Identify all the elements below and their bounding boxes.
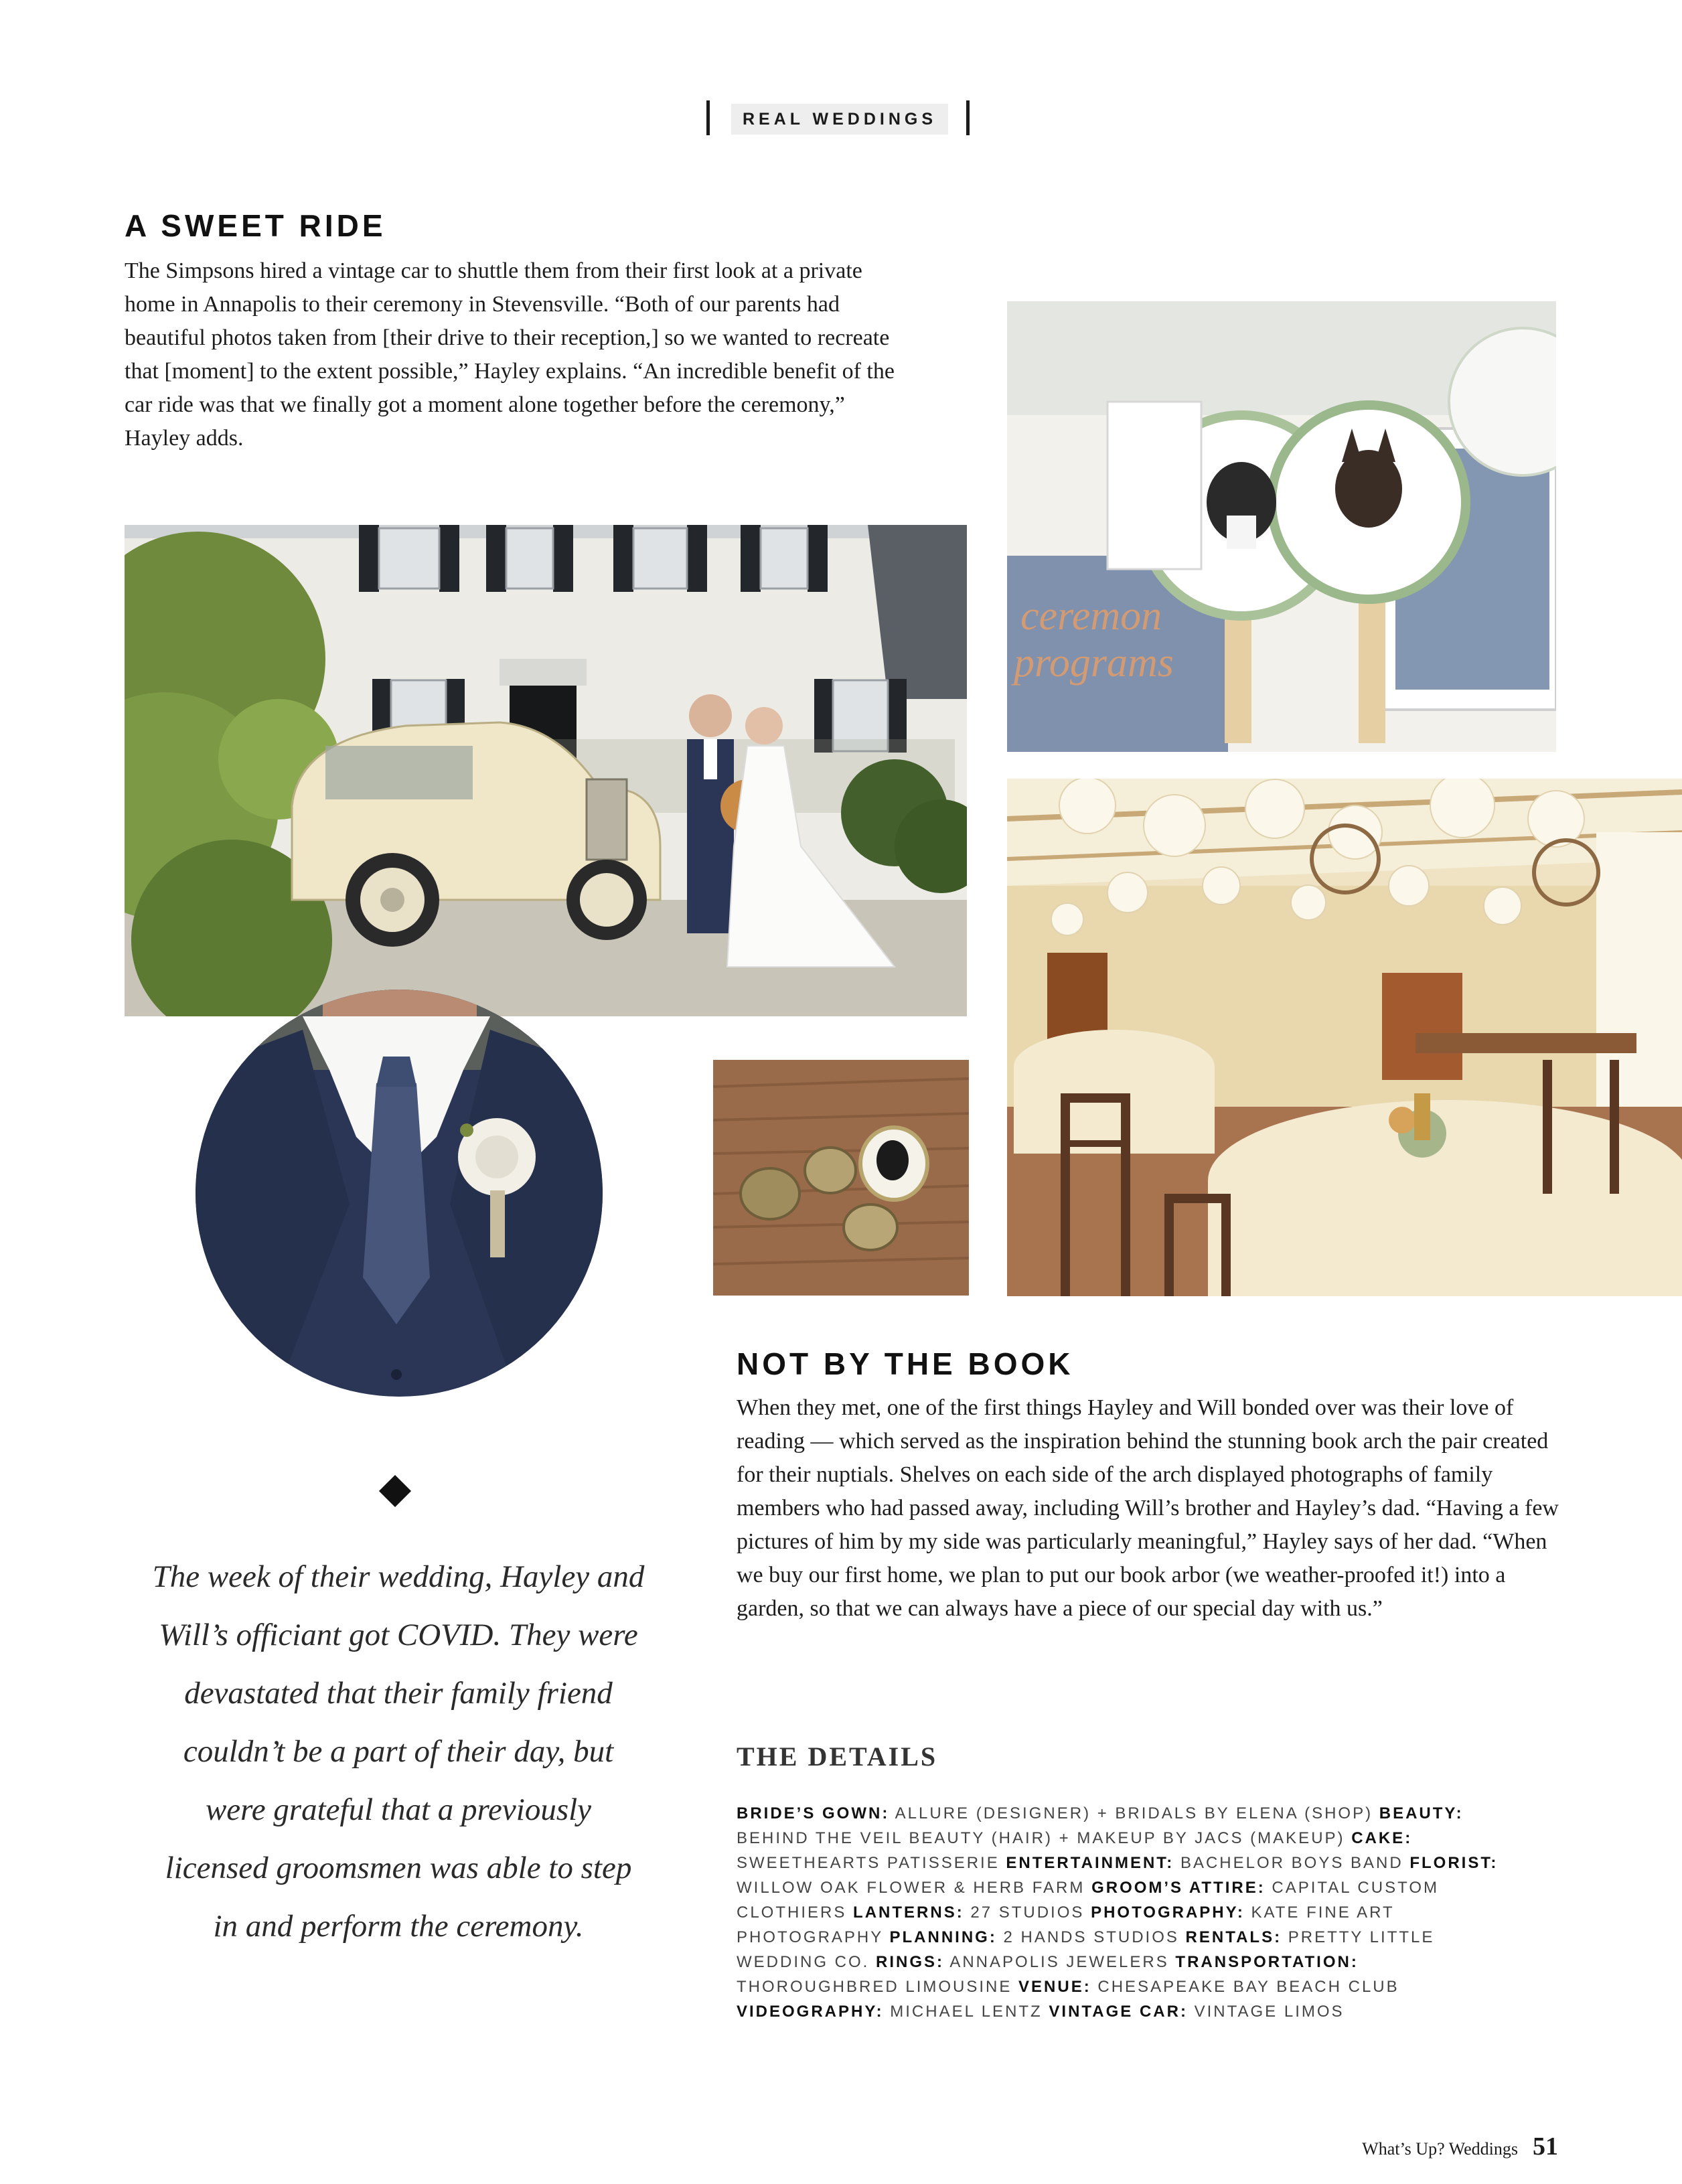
detail-label: PHOTOGRAPHY: [1091,1903,1245,1922]
not-by-the-book-section [737,1346,1560,1626]
detail-value: MICHAEL LENTZ [883,2003,1049,2021]
detail-label: ENTERTAINMENT: [1006,1854,1174,1872]
not-by-the-book-body: When they met, one of the first things Hayley and Will bonded over was their love of reading — which served as the inspiration behind the stunning book arch the pair created for their nuptials. Shelves on each side of the arch displayed photographs of family members who had passed away, including Will’s brother and Hayley’s dad. “Having a few pictures of him by my side was particularly meaningful,” Hayley says of her dad. “When we buy our first home, we plan to put our book arbor (we weather-proofed it!) into a garden, so that we can always have a piece of our special day with us.” [737,1395,1559,1621]
sweet-ride-section [125,208,908,455]
header-rule-left [706,100,710,135]
page-number: 51 [1533,2132,1558,2161]
detail-label: TRANSPORTATION: [1175,1953,1359,1971]
detail-label: VENUE: [1018,1978,1091,1996]
detail-label: VIDEOGRAPHY: [737,2003,884,2021]
detail-label: PLANNING: [889,1928,997,1946]
detail-value: SWEETHEARTS PATISSERIE [737,1854,1006,1872]
detail-label: LANTERNS: [853,1903,964,1922]
detail-label: BRIDE’S GOWN: [737,1804,890,1822]
detail-label: FLORIST: [1409,1854,1499,1872]
detail-label: CAKE: [1351,1829,1413,1847]
detail-value: VINTAGE LIMOS [1187,2003,1345,2021]
cufflinks-photo [713,1060,969,1296]
page-footer [1362,2132,1558,2161]
detail-value: ANNAPOLIS JEWELERS [944,1953,1176,1971]
boutonniere-photo [196,990,603,1397]
detail-label: RINGS: [876,1953,944,1971]
reception-hall-photo [1007,779,1682,1296]
detail-value: BACHELOR BOYS BAND [1174,1854,1410,1872]
detail-value: WILLOW OAK FLOWER & HERB FARM [737,1879,1092,1897]
detail-label: GROOM’S ATTIRE: [1091,1879,1266,1897]
section-label: REAL WEDDINGS [731,104,948,135]
header-rule-right [966,100,970,135]
detail-label: VINTAGE CAR: [1049,2003,1188,2021]
svg-text:ceremon: ceremon [1020,593,1162,639]
details-title: THE DETAILS [737,1741,938,1772]
svg-text:programs: programs [1014,640,1174,686]
detail-value: THOROUGHBRED LIMOUSINE [737,1978,1019,1996]
sweet-ride-title: A SWEET RIDE [125,208,386,243]
detail-value: CHESAPEAKE BAY BEACH CLUB [1091,1978,1399,1996]
detail-value: CAPITAL CUSTOM CLOTHIERS [737,1879,1439,1922]
details-list [737,1801,1527,2024]
detail-value: 2 HANDS STUDIOS [996,1928,1186,1946]
diamond-icon [379,1475,411,1507]
publication-name: What’s Up? Weddings [1362,2139,1518,2159]
detail-value: BEHIND THE VEIL BEAUTY (HAIR) + MAKEUP BY JACS (MAKEUP) [737,1829,1352,1847]
not-by-the-book-title: NOT BY THE BOOK [737,1346,1074,1381]
detail-value: ALLURE (DESIGNER) + BRIDALS BY ELENA (SHOP) [889,1804,1379,1822]
sweet-ride-body: The Simpsons hired a vintage car to shuttle them from their first look at a private home in Annapolis to their ceremony in Stevensville. “Both of our parents had beautiful photos taken from [their drive to their reception,] so we wanted to recreate that [moment] to the extent possible,” Hayley explains. “An incredible benefit of the car ride was that we finally got a moment alone together before the ceremony,” Hayley adds. [125,258,895,451]
detail-value: 27 STUDIOS [964,1903,1091,1922]
detail-value: KATE FINE ART PHOTOGRAPHY [737,1903,1395,1946]
ceremony-programs-photo [1007,301,1556,752]
couple-car-photo [125,525,967,1016]
detail-value: PRETTY LITTLE WEDDING CO. [737,1928,1435,1971]
detail-label: RENTALS: [1185,1928,1282,1946]
detail-label: BEAUTY: [1379,1804,1464,1822]
pull-quote: The week of their wedding, Hayley and Will’s officiant got COVID. They were devastated that their family friend couldn’t be a part of their day, but were grateful that a previously licensed groomsmen was able to step in and perform the ceremony. [152,1559,645,1944]
